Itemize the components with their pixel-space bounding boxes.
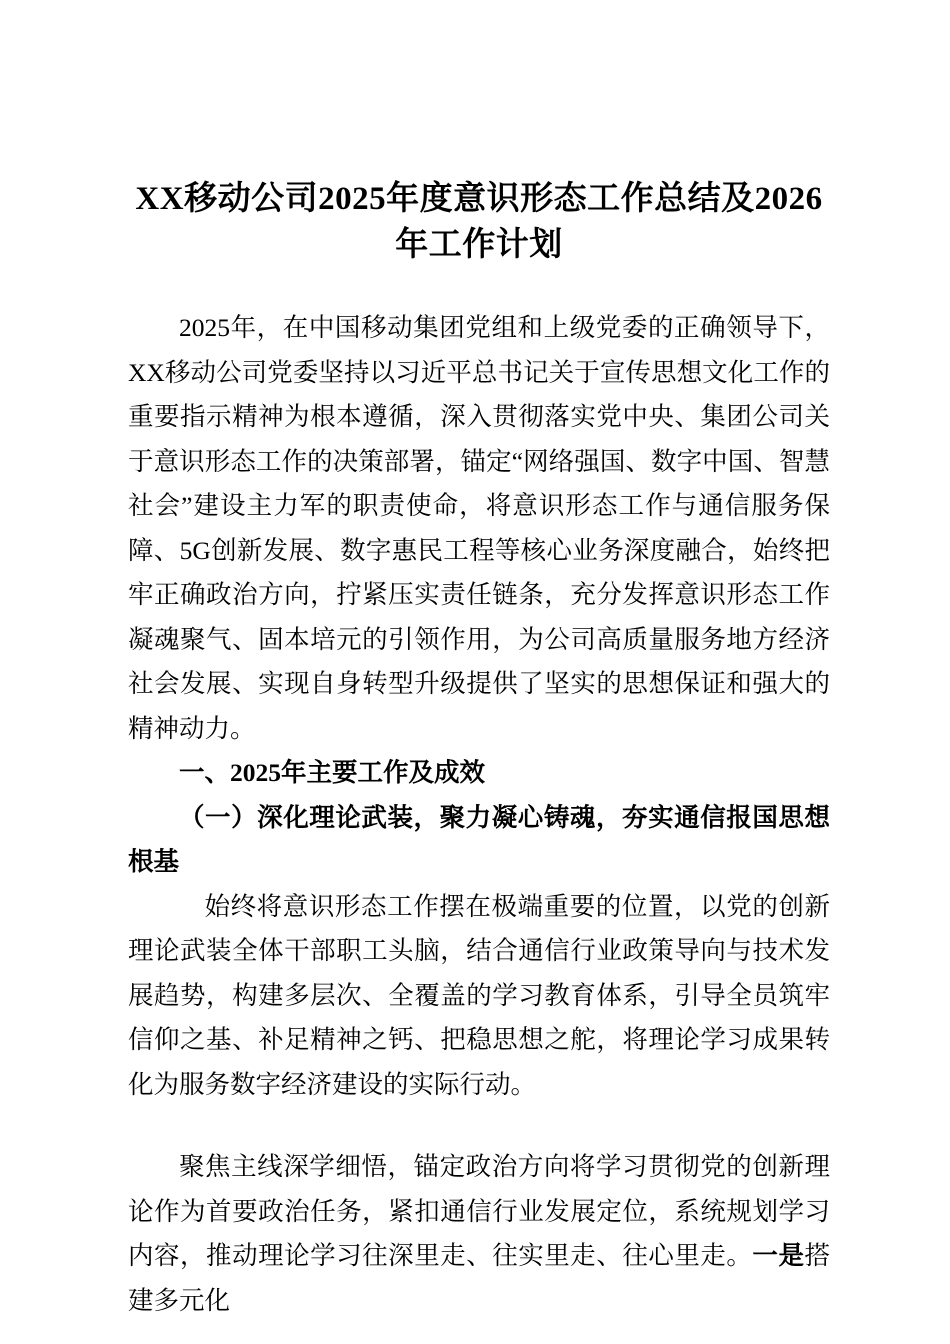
opening-paragraph: 2025年，在中国移动集团党组和上级党委的正确领导下，XX移动公司党委坚持以习近平总书记关于宣传思想文化工作的重要指示精神为根本遵循，深入贯彻落实党中央、集团公司关于意识形态工作的决策部署，锚定“网络强国、数字中国、智慧社会”建设主力军的职责使命，将意识形态工作与通信服务保障、5G创新发展、数字惠民工程等核心业务深度融合，始终把牢正确政治方向，拧紧压实责任链条，充分发挥意识形态工作凝魂聚气、固本培元的引领作用，为公司高质量服务地方经济社会发展、实现自身转型升级提供了坚实的思想保证和强大的精神动力。	[128, 313, 830, 743]
page-title	[128, 0, 830, 268]
paragraph-3-part-2: 搭建多元化	[128, 1241, 830, 1315]
section-heading-1: 一、2025年主要工作及成效	[179, 758, 486, 787]
page-title-text: XX移动公司2025年度意识形态工作总结及2026年工作计划	[135, 181, 823, 263]
paragraph-2: 始终将意识形态工作摆在极端重要的位置，以党的创新理论武装全体干部职工头脑，结合通信行业政策导向与技术发展趋势，构建多层次、全覆盖的学习教育体系，引导全员筑牢信仰之基、补足精神之钙、把稳思想之舵，将理论学习成果转化为服务数字经济建设的实际行动。	[128, 891, 830, 1099]
subsection-heading-1: （一）深化理论武装，聚力凝心铸魂，夯实通信报国思想根基	[128, 802, 830, 876]
paragraph-3-bold-marker: 一是	[752, 1241, 805, 1270]
document-body	[128, 0, 830, 1323]
paragraph-3	[128, 1145, 830, 1323]
paragraph-3-part-1: 聚焦主线深学细悟，锚定政治方向将学习贯彻党的创新理论作为首要政治任务，紧扣通信行业发展定位，系统规划学习内容，推动理论学习往深里走、往实里走、往心里走。	[128, 1152, 830, 1270]
